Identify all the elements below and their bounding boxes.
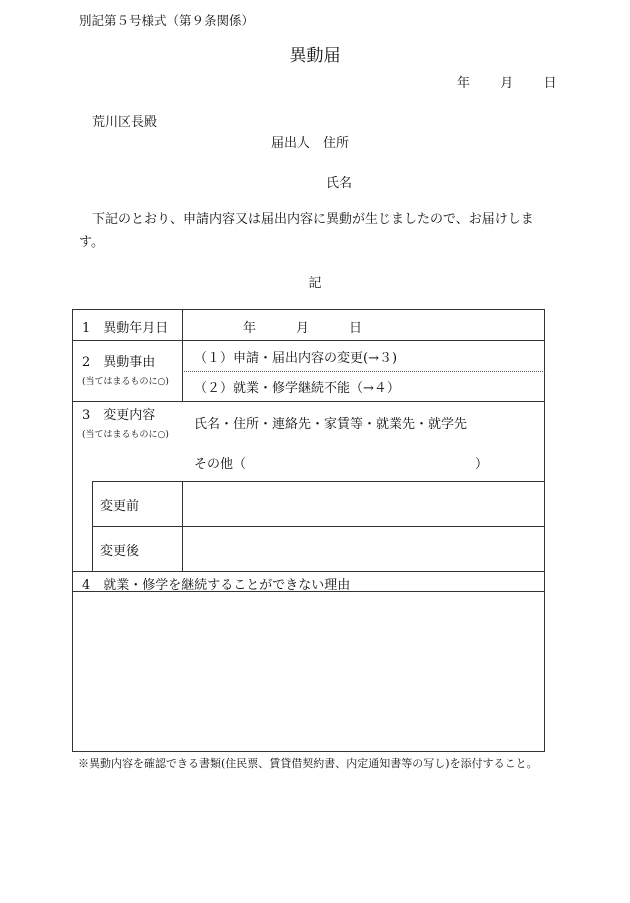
reason-option-2: （２）就業・修学継続不能（→４） [194,381,400,396]
other-open: その他（ [194,457,247,472]
date-day-label: 日 [543,76,557,91]
applicant-name-label: 氏名 [326,176,353,191]
form-number: 別記第５号様式（第９条関係） [79,13,255,28]
after-label: 変更後 [100,544,140,559]
row2-sublabel: (当てはまるものに○) [82,377,169,387]
row1-label: 1 異動年月日 [82,321,169,336]
change-items: 氏名・住所・連絡先・家賃等・就業先・就学先 [194,417,468,432]
date-year-label: 年 [457,76,471,91]
ki-heading: 記 [308,276,322,291]
applicant-address-label: 届出人 住所 [271,136,350,151]
row-divider [92,526,545,527]
column-divider [182,309,183,401]
row1-day-label: 日 [349,321,363,336]
row3-sublabel: (当てはまるものに○) [82,430,169,440]
row3-label: 3 変更内容 [82,408,156,423]
before-label: 変更前 [100,499,140,514]
row1-year-label: 年 [243,321,257,336]
row-divider [72,340,545,341]
row-divider [72,571,545,572]
date-month-label: 月 [500,76,514,91]
column-divider [182,481,183,571]
row-divider [92,481,545,482]
row2-label: 2 異動事由 [82,355,156,370]
option-divider [182,371,545,372]
indent-divider [92,481,93,571]
submission-date [457,72,557,91]
document-title: 異動届 [289,46,341,66]
body-text: 下記のとおり、申請内容又は届出内容に異動が生じましたので、お届けします。 [79,212,534,250]
footnote: ※異動内容を確認できる書類(住民票、賃貸借契約書、内定通知書等の写し)を添付すること。 [78,757,538,770]
reason-option-1: （１）申請・届出内容の変更(→３) [194,351,398,366]
row1-month-label: 月 [296,321,310,336]
row4-label: 4 就業・修学を継続することができない理由 [82,578,351,593]
row-divider [72,401,545,402]
addressee: 荒川区長殿 [92,115,158,130]
other-close: ） [475,457,489,472]
